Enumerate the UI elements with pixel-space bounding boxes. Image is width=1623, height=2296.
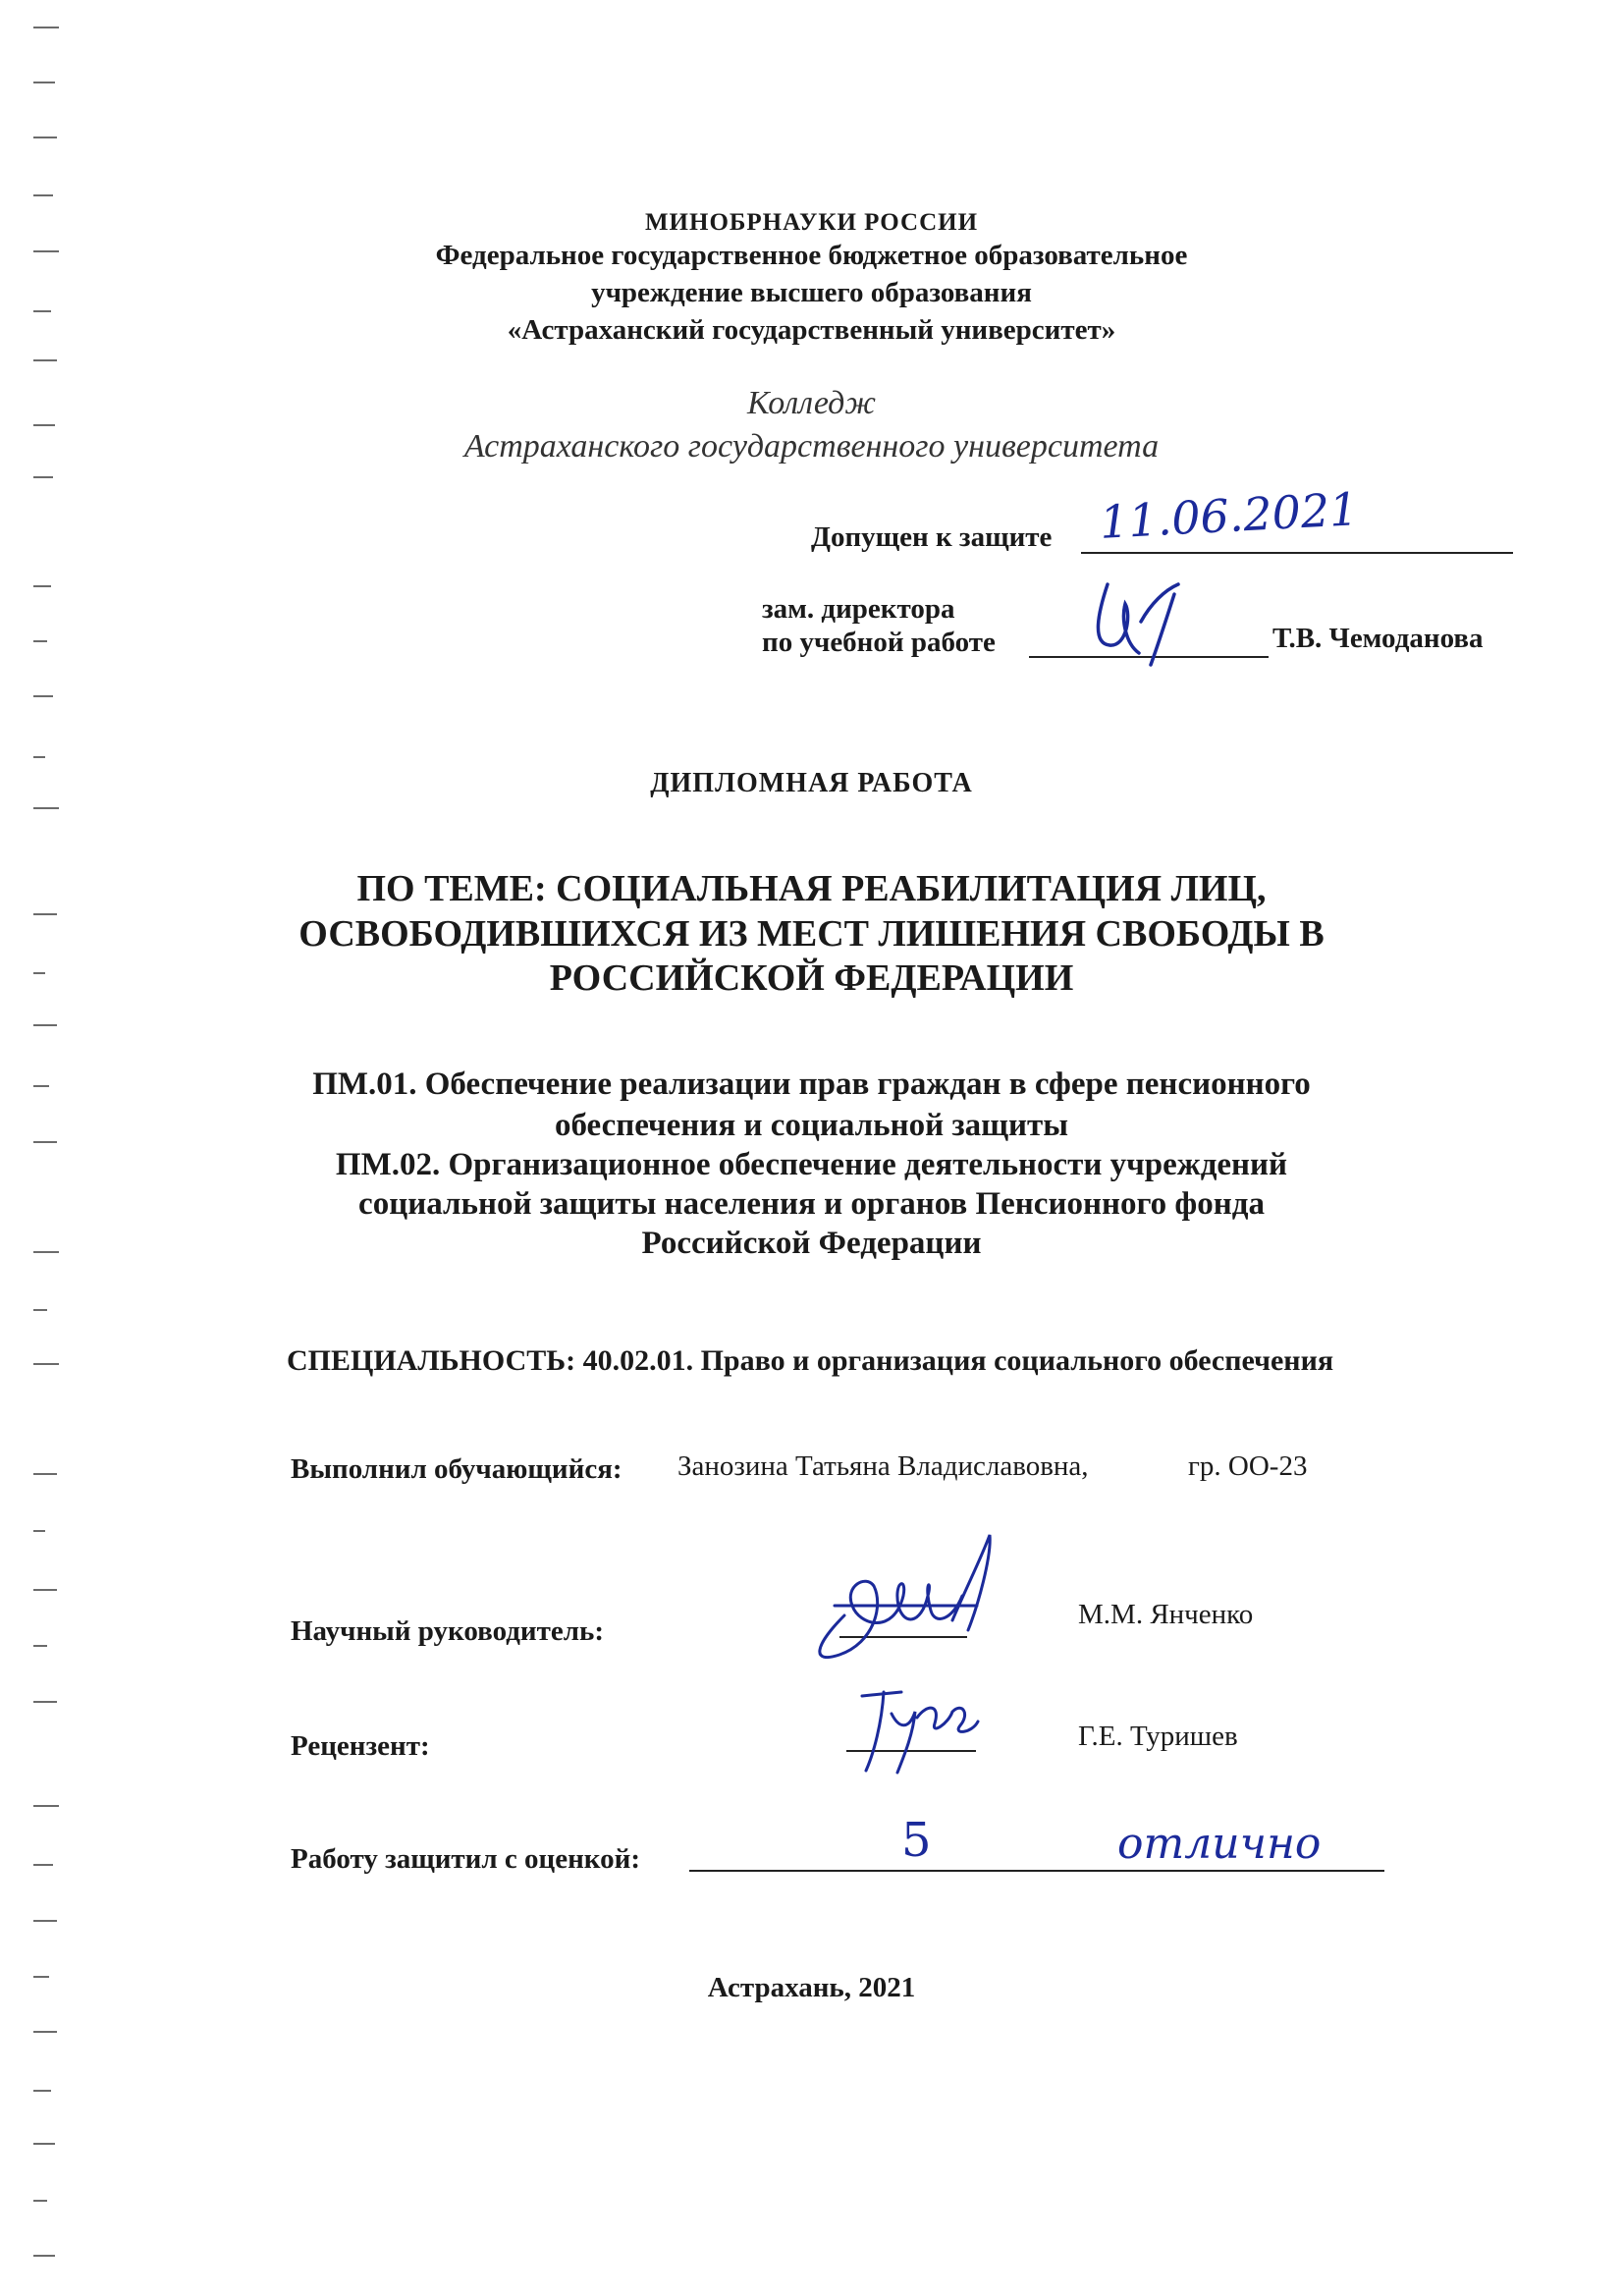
ministry-name: МИНОБРНАУКИ РОССИИ — [644, 209, 979, 236]
position-line-1: зам. директора — [762, 593, 955, 625]
theme-line-2: ОСВОБОДИВШИХСЯ ИЗ МЕСТ ЛИШЕНИЯ СВОБОДЫ В — [298, 913, 1325, 955]
theme-line-1: ПО ТЕМЕ: СОЦИАЛЬНАЯ РЕАБИЛИТАЦИЯ ЛИЦ, — [356, 868, 1267, 909]
specialty: СПЕЦИАЛЬНОСТЬ: 40.02.01. Право и организация социального обеспечения — [287, 1344, 1334, 1377]
supervisor-signature — [805, 1527, 1021, 1665]
institution-line-2: учреждение высшего образования — [591, 277, 1032, 308]
grade-score-handwritten: 5 — [901, 1813, 932, 1868]
grade-line — [689, 1870, 1384, 1872]
college-university: Астраханского государственного университета — [463, 428, 1160, 465]
grade-label: Работу защитил с оценкой: — [291, 1843, 640, 1875]
theme-line-3: РОССИЙСКОЙ ФЕДЕРАЦИИ — [549, 957, 1074, 999]
admitted-label: Допущен к защите — [811, 521, 1053, 553]
supervisor-name: М.М. Янченко — [1078, 1599, 1254, 1630]
college-name: Колледж — [746, 385, 876, 421]
institution-line-1: Федеральное государственное бюджетное образовательное — [435, 240, 1188, 271]
student-name: Занозина Татьяна Владиславовна, — [677, 1450, 1089, 1482]
institution-line-3: «Астраханский государственный университет» — [507, 314, 1116, 346]
student-label: Выполнил обучающийся: — [291, 1453, 622, 1485]
reviewer-signature — [854, 1684, 992, 1782]
director-signature — [1080, 574, 1208, 673]
module-1-line-2: обеспечения и социальной защиты — [554, 1108, 1069, 1143]
admitted-date-handwritten: 11.06.2021 — [1098, 482, 1360, 549]
module-2-line-3: Российской Федерации — [641, 1226, 982, 1261]
city-year: Астрахань, 2021 — [707, 1972, 916, 2003]
module-2-line-1: ПМ.02. Организационное обеспечение деятельности учреждений — [335, 1147, 1288, 1182]
supervisor-label: Научный руководитель: — [291, 1615, 604, 1647]
position-line-2: по учебной работе — [762, 627, 996, 658]
grade-word-handwritten: отлично — [1117, 1819, 1322, 1869]
student-group: гр. ОО-23 — [1188, 1450, 1308, 1482]
module-2-line-2: социальной защиты населения и органов Пенсионного фонда — [358, 1186, 1265, 1222]
reviewer-name: Г.Е. Туришев — [1078, 1721, 1238, 1752]
director-name: Т.В. Чемоданова — [1272, 623, 1484, 654]
work-type: ДИПЛОМНАЯ РАБОТА — [650, 768, 973, 798]
module-1-line-1: ПМ.01. Обеспечение реализации прав граждан в сфере пенсионного — [312, 1066, 1311, 1102]
reviewer-label: Рецензент: — [291, 1730, 430, 1762]
admitted-date-line — [1081, 552, 1513, 554]
